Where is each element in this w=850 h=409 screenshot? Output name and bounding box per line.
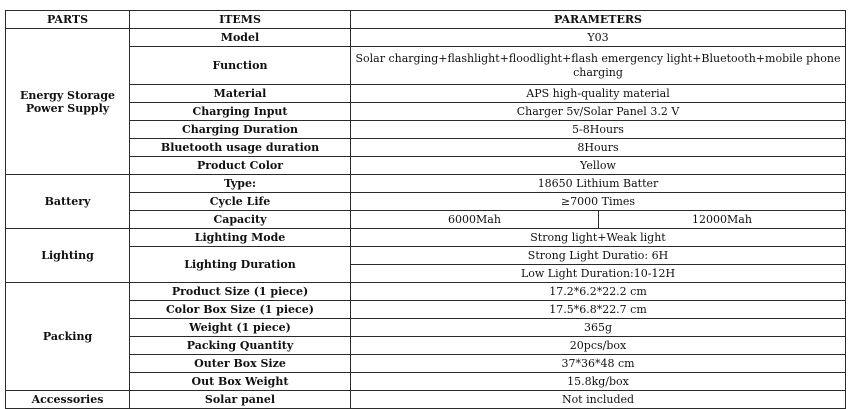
table-row	[6, 283, 846, 301]
table-row	[6, 139, 846, 157]
item-label: Model	[130, 29, 351, 47]
table-row	[6, 175, 846, 193]
item-value: 17.5*6.8*22.7 cm	[351, 301, 846, 319]
table-row	[6, 47, 846, 85]
capacity-value-a: 6000Mah	[351, 211, 599, 229]
lighting-duration-strong: Strong Light Duratio: 6H	[351, 247, 846, 265]
item-label: Charging Duration	[130, 121, 351, 139]
item-label: Material	[130, 85, 351, 103]
item-label: Bluetooth usage duration	[130, 139, 351, 157]
spec-sheet	[5, 10, 845, 406]
table-row	[6, 193, 846, 211]
table-row	[6, 29, 846, 47]
table-row	[6, 391, 846, 409]
table-row	[6, 211, 846, 229]
item-value: Not included	[351, 391, 846, 409]
part-energy-storage: Energy Storage Power Supply	[6, 29, 130, 175]
item-label: Product Size (1 piece)	[130, 283, 351, 301]
item-value: ≥7000 Times	[351, 193, 846, 211]
part-lighting: Lighting	[6, 229, 130, 283]
item-value: 365g	[351, 319, 846, 337]
table-row	[6, 355, 846, 373]
table-row	[6, 121, 846, 139]
table-row	[6, 337, 846, 355]
item-label: Function	[130, 47, 351, 85]
part-packing: Packing	[6, 283, 130, 391]
item-value: Yellow	[351, 157, 846, 175]
part-accessories: Accessories	[6, 391, 130, 409]
item-value: Solar charging+flashlight+floodlight+flash emergency light+Bluetooth+mobile phone charging	[351, 47, 846, 85]
item-value: APS high-quality material	[351, 85, 846, 103]
header-row	[6, 11, 846, 29]
header-parameters: PARAMETERS	[351, 11, 846, 29]
item-label: Outer Box Size	[130, 355, 351, 373]
spec-table	[5, 10, 846, 409]
table-row	[6, 229, 846, 247]
item-value: 37*36*48 cm	[351, 355, 846, 373]
item-label: Lighting Duration	[130, 247, 351, 283]
item-label: Color Box Size (1 piece)	[130, 301, 351, 319]
item-value: Y03	[351, 29, 846, 47]
item-value: Strong light+Weak light	[351, 229, 846, 247]
item-label: Product Color	[130, 157, 351, 175]
table-row	[6, 85, 846, 103]
item-value: 15.8kg/box	[351, 373, 846, 391]
item-value: 20pcs/box	[351, 337, 846, 355]
table-row	[6, 247, 846, 265]
item-label: Solar panel	[130, 391, 351, 409]
item-value: 5-8Hours	[351, 121, 846, 139]
table-row	[6, 103, 846, 121]
part-battery: Battery	[6, 175, 130, 229]
header-items: ITEMS	[130, 11, 351, 29]
item-label: Cycle Life	[130, 193, 351, 211]
lighting-duration-low: Low Light Duration:10-12H	[351, 265, 846, 283]
table-row	[6, 373, 846, 391]
item-value: 18650 Lithium Batter	[351, 175, 846, 193]
item-label: Type:	[130, 175, 351, 193]
item-label: Lighting Mode	[130, 229, 351, 247]
table-row	[6, 157, 846, 175]
item-label: Capacity	[130, 211, 351, 229]
table-row	[6, 301, 846, 319]
item-label: Packing Quantity	[130, 337, 351, 355]
table-row	[6, 319, 846, 337]
header-parts: PARTS	[6, 11, 130, 29]
item-value: 8Hours	[351, 139, 846, 157]
item-label: Charging Input	[130, 103, 351, 121]
capacity-value-b: 12000Mah	[599, 211, 846, 229]
item-value: Charger 5v/Solar Panel 3.2 V	[351, 103, 846, 121]
item-label: Weight (1 piece)	[130, 319, 351, 337]
item-label: Out Box Weight	[130, 373, 351, 391]
item-value: 17.2*6.2*22.2 cm	[351, 283, 846, 301]
